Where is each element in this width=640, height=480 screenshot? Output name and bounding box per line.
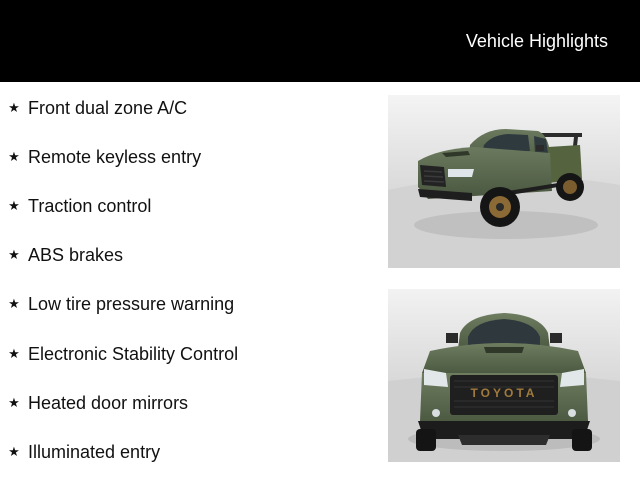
feature-label: Illuminated entry (28, 442, 161, 462)
feature-label: Heated door mirrors (28, 393, 189, 413)
feature-label: Low tire pressure warning (28, 294, 235, 314)
page-title: Vehicle Highlights (465, 31, 608, 51)
truck-side-image (388, 95, 620, 268)
star-icon: ★ (8, 346, 20, 361)
feature-label: Electronic Stability Control (28, 344, 239, 364)
star-icon: ★ (8, 149, 20, 164)
list-item (7, 440, 160, 464)
list-item (7, 243, 123, 267)
feature-label: Remote keyless entry (28, 147, 202, 167)
list-item (7, 145, 201, 169)
grille-lettering: TOYOTA (470, 386, 538, 400)
star-icon: ★ (8, 395, 20, 410)
list-item (7, 194, 151, 218)
star-icon: ★ (8, 100, 20, 115)
vehicle-photo-front[interactable] (388, 289, 620, 462)
vehicle-photo-three-quarter[interactable] (388, 95, 620, 268)
header-bar (0, 0, 640, 82)
star-icon: ★ (8, 198, 20, 213)
star-icon: ★ (8, 296, 20, 311)
list-item (7, 96, 187, 120)
list-item (7, 342, 238, 366)
star-icon: ★ (8, 444, 20, 459)
truck-front-image (388, 289, 620, 462)
feature-label: Traction control (28, 196, 152, 216)
feature-label: Front dual zone A/C (28, 98, 188, 118)
list-item (7, 292, 234, 316)
feature-label: ABS brakes (28, 245, 124, 265)
star-icon: ★ (8, 247, 20, 262)
list-item (7, 391, 188, 415)
